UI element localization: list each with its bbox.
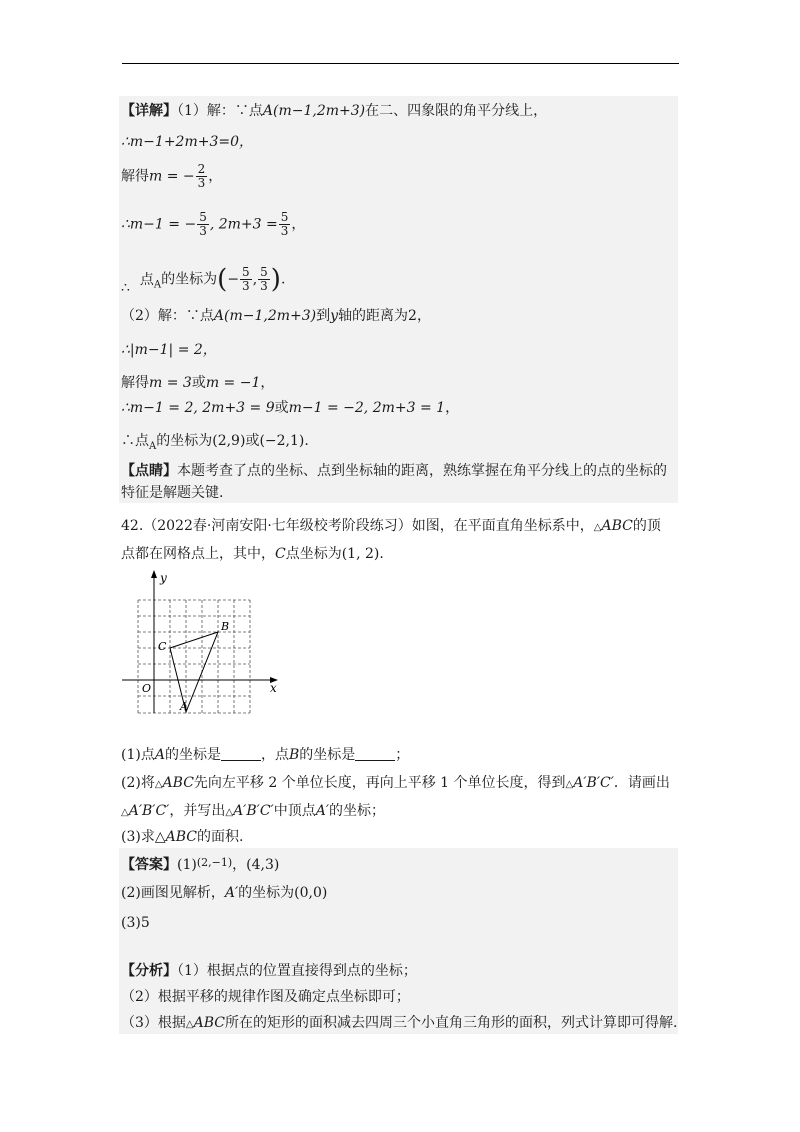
coord-text: 的坐标为 — [161, 271, 218, 288]
triangle-symbol: △ — [565, 779, 574, 790]
c-coord: (1, 2) — [341, 546, 380, 562]
m-value-1: m = 3 — [149, 375, 192, 391]
or-text: 或 — [245, 433, 260, 449]
fraction — [258, 266, 270, 293]
answer-blank-b[interactable] — [355, 746, 395, 761]
point-c: C — [275, 546, 286, 562]
fraction — [279, 211, 291, 238]
y-axis-arrow-icon — [151, 570, 157, 578]
detail-label: 【详解】 — [121, 103, 177, 119]
fraction — [197, 211, 209, 238]
origin-label: O — [142, 682, 152, 695]
or-text: 或 — [191, 375, 206, 391]
x-axis-label: x — [270, 681, 277, 695]
question-source: （2022春·河南安阳·七年级校考阶段练习）如图，在平面直角坐标系中， — [143, 518, 594, 534]
text: ．请画出 — [613, 775, 670, 791]
solve-text: 解得 — [121, 168, 149, 185]
analysis-line-2 — [121, 987, 410, 1007]
point-a-prime: A′ — [315, 803, 330, 819]
answer-blank-a[interactable] — [221, 746, 261, 761]
analysis-line-1 — [121, 961, 417, 981]
line-tail: 到 — [316, 308, 331, 324]
text: （3）根据 — [121, 1015, 186, 1031]
punct: ， — [208, 168, 223, 185]
punct: . — [304, 433, 309, 449]
numerator: 5 — [242, 265, 250, 279]
coord-b: (4,3) — [246, 857, 280, 873]
triangle-name: ABC — [601, 518, 633, 534]
question-line-1 — [121, 516, 661, 538]
text: 的坐标是 — [164, 747, 221, 763]
point-label: A — [149, 441, 157, 452]
or-text: 或 — [274, 400, 289, 416]
comment-text-2: 特征是解题关键. — [121, 485, 224, 501]
comma: , — [252, 271, 258, 288]
denominator: 3 — [280, 224, 289, 238]
detail-line-10 — [121, 431, 309, 457]
text: 的坐标为 — [238, 885, 295, 901]
numerator: 5 — [280, 210, 289, 224]
point-a: A — [154, 747, 165, 763]
text: 的坐标是 — [299, 747, 356, 763]
coord-a: (2,−1) — [196, 856, 233, 869]
y-axis-label: y — [160, 571, 167, 585]
triangle-name: ABC — [165, 829, 197, 845]
case-1: ∴m−1 = 2, 2m+3 = 9 — [121, 400, 275, 416]
punct: ， — [232, 857, 247, 873]
sub-question-2-cont — [121, 801, 385, 823]
detail-line-5 — [121, 266, 285, 296]
answer-line-2 — [121, 883, 327, 903]
text: ，点 — [260, 747, 289, 763]
comment-text: 本题考查了点的坐标、点到坐标轴的距离，熟练掌握在角平分线上的点的坐标的 — [177, 463, 667, 479]
denominator: 3 — [197, 176, 206, 190]
coordinate-grid-figure — [120, 568, 290, 718]
point-a-prime: A′ — [224, 885, 239, 901]
triangle-symbol: △ — [154, 779, 163, 790]
because-text: ∵点 — [234, 103, 263, 119]
triangle-name: ABC — [162, 775, 194, 791]
triangle-symbol: △ — [593, 522, 602, 533]
part-1: （1）解： — [177, 103, 235, 119]
text: (1)点 — [121, 747, 155, 763]
y-var: y — [330, 308, 339, 324]
area-answer: (3)5 — [121, 915, 150, 931]
line-tail: 在二、四象限的角平分线上， — [365, 103, 548, 119]
punct: . — [280, 271, 286, 288]
point-a-coord: A(m−1,2m+3) — [262, 103, 366, 119]
detail-line-4 — [121, 211, 305, 238]
therefore-point: ∴点 — [121, 433, 149, 449]
equation-mid: , 2m+3 = — [209, 216, 278, 233]
neg-sign: − — [227, 271, 240, 288]
point-b: B — [288, 747, 300, 763]
m-value-2: m = −1 — [205, 375, 261, 391]
header-rule — [122, 63, 679, 64]
detail-line-7 — [121, 340, 217, 360]
coord-a-prime: (0,0) — [294, 885, 328, 901]
coord-text: 的坐标为 — [156, 433, 213, 449]
analysis-line-3 — [121, 1013, 677, 1035]
text: （2）根据平移的规律作图及确定点坐标即可； — [121, 989, 410, 1005]
detail-line-9 — [121, 398, 459, 418]
punct: ； — [395, 747, 410, 763]
triangle-symbol: △ — [225, 807, 234, 818]
answer-line-1 — [121, 853, 279, 875]
coord-1: (2,9) — [212, 433, 246, 449]
paren: ( — [217, 264, 228, 295]
point-text: 点 — [139, 271, 154, 288]
comment-label: 【点睛】 — [121, 463, 177, 479]
question-line-2 — [121, 544, 384, 564]
numerator: 5 — [199, 210, 207, 224]
solve-text: 解得 — [121, 375, 149, 391]
line-tail: 的顶 — [632, 518, 661, 534]
text: (1) — [177, 857, 197, 873]
triangle-name: A′B′C′ — [128, 803, 170, 819]
text: 的坐标； — [329, 803, 386, 819]
sub-question-2 — [121, 773, 670, 795]
point-a-coord: A(m−1,2m+3) — [213, 308, 317, 324]
therefore-symbol: ∴ — [121, 279, 130, 296]
text: （1）根据点的位置直接得到点的坐标； — [177, 963, 417, 979]
text: (2)画图见解析， — [121, 885, 225, 901]
because-text: ∵点 — [185, 308, 214, 324]
triangle-symbol: △ — [185, 1019, 194, 1030]
point-a-label: A — [180, 700, 188, 713]
point-label: A — [153, 279, 162, 291]
grid-lines — [138, 600, 250, 713]
detail-line-1 — [121, 101, 547, 121]
text: 中顶点 — [273, 803, 316, 819]
paren: ) — [270, 264, 281, 295]
equation: ∴m−1+2m+3=0， — [121, 134, 254, 150]
punct: . — [379, 546, 384, 562]
fraction — [196, 163, 208, 190]
analysis-label: 【分析】 — [121, 963, 177, 979]
numerator: 2 — [197, 162, 206, 176]
question-number: 42. — [121, 518, 144, 534]
triangle-name: A′B′C′ — [573, 775, 614, 791]
text: 所在的矩形的面积减去四周三个小直角三角形的面积，列式计算即可得解. — [225, 1015, 678, 1031]
denominator: 3 — [199, 224, 207, 238]
denominator: 3 — [242, 279, 250, 293]
numerator: 5 — [260, 265, 268, 279]
point-c-label: C — [158, 640, 167, 653]
punct: ， — [445, 400, 460, 416]
text: 点都在网格点上，其中， — [121, 546, 275, 562]
punct: ， — [291, 216, 306, 233]
text: (3)求△ — [121, 829, 166, 845]
detail-line-6 — [121, 306, 431, 326]
triangle-symbol: △ — [121, 807, 129, 818]
coord-2: (−2,1) — [259, 433, 305, 449]
text: 先向左平移 2 个单位长度，再向上平移 1 个单位长度，得到 — [193, 775, 566, 791]
triangle-abc — [170, 632, 218, 712]
part-2: （2）解： — [121, 308, 186, 324]
sub-question-3 — [121, 827, 243, 847]
answer-label: 【答案】 — [121, 857, 177, 873]
answer-line-3 — [121, 913, 150, 933]
equation-left: ∴m−1 = − — [121, 216, 197, 233]
m-value: m = − — [149, 168, 195, 185]
comment-line-2 — [121, 483, 223, 503]
text: 点坐标为 — [285, 546, 342, 562]
abs-equation: ∴|m−1| = 2， — [121, 342, 217, 358]
triangle-name: ABC — [193, 1015, 225, 1031]
line-tail: 轴的距离为2， — [338, 308, 431, 324]
fraction — [240, 266, 252, 293]
triangle-name: A′B′C′ — [233, 803, 274, 819]
detail-line-8 — [121, 373, 274, 393]
denominator: 3 — [260, 279, 268, 293]
text: 的面积. — [196, 829, 244, 845]
text: (2)将 — [121, 775, 155, 791]
case-2: m−1 = −2, 2m+3 = 1 — [288, 400, 446, 416]
comment-line-1 — [121, 461, 667, 481]
detail-line-2 — [121, 132, 253, 152]
sub-question-1 — [121, 745, 409, 765]
detail-line-3 — [121, 163, 222, 190]
point-b-label: B — [221, 620, 230, 633]
punct: ， — [260, 375, 275, 391]
text: ，并写出 — [169, 803, 226, 819]
